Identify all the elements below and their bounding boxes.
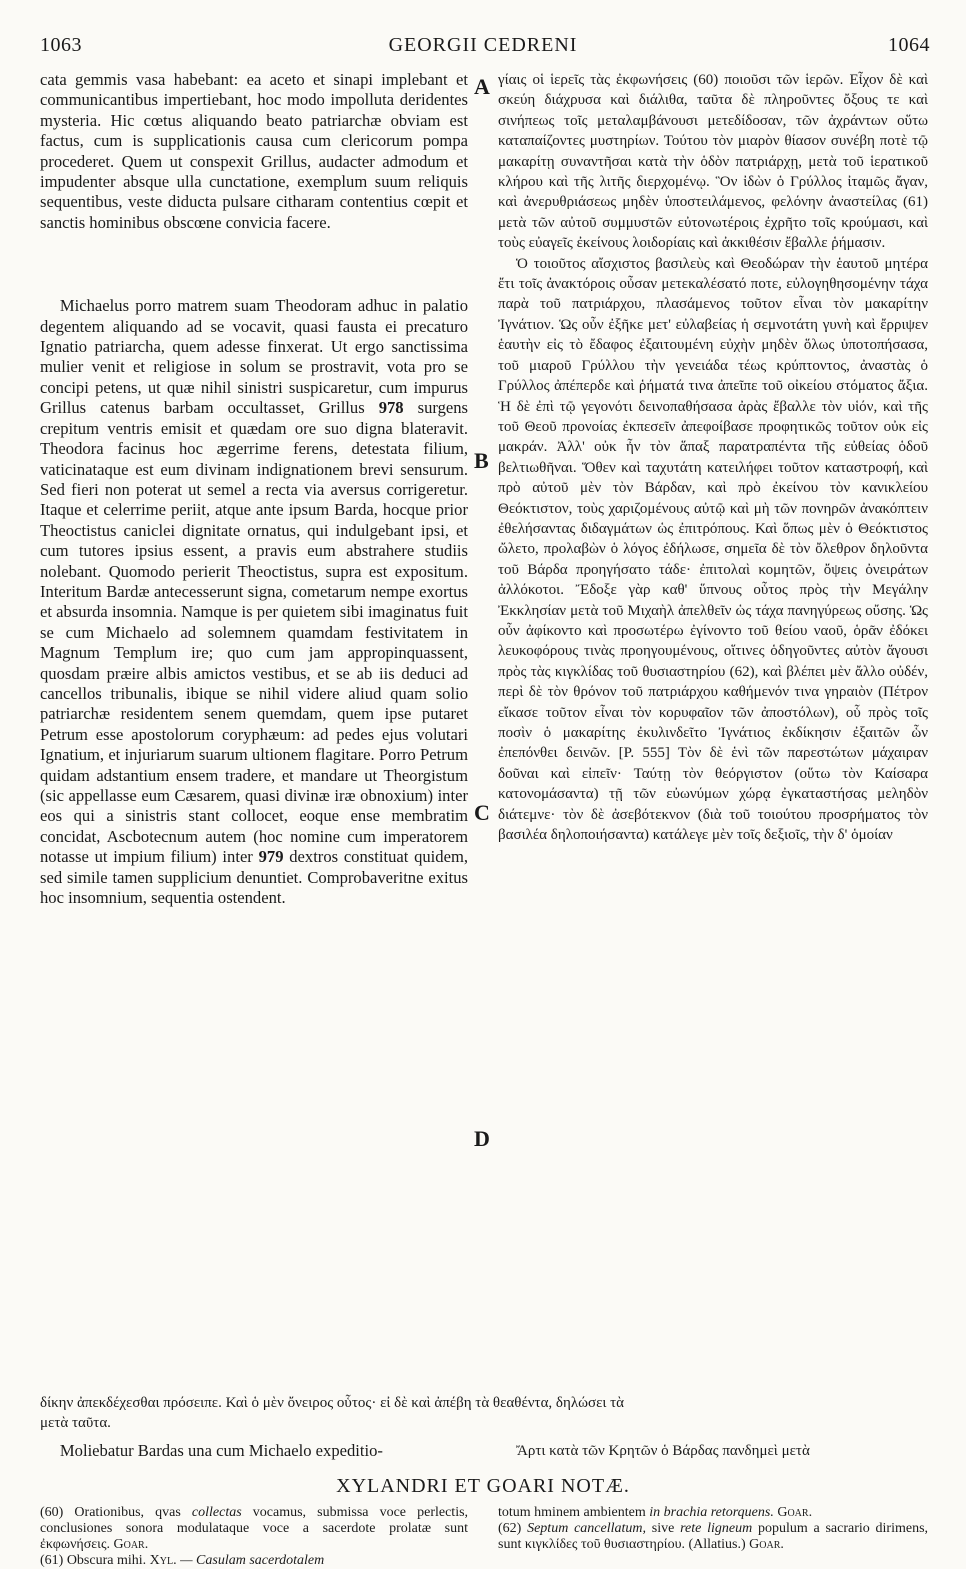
latin-paragraph-2-part-b: surgens crepitum ventris emisit et quædam ore suo digna blateravit. Theodora facinus hoc ægerrime ferens, detestata filium, vaticinataque est eum divinam indignationem brevi sensurum. Sed fieri non poterat ut semel a recta via aversus corrigeretur. Itaque et celerrime periit, atque ante ipsum Barda, hocque prior Theoctistus caniclei dignitate ornatus, qui indulgebant ipsi, et cum tutores ipsius essent, a pravis eum abstrahere studiis nolebant. Quomodo perierit Theoctistus, supra est expositum. Interitum Bardæ antecesserunt signa, cometarum nempe exortus et absurda insomnia. Namque is per quietem sibi imaginatus fuit se cum Michaelo ad solemnem quamdam festivitatem in Magnum Templum ire; quo cum jam appropinquassent, quosdam præire albis amictos vestibus, et se ab iis deduci ad cancellos tribunalis, ibique se nihil videre aliud quam solio patriarchæ residentem senem quemdam, quem ipse putaret Petrum esse apostolorum coryphæum: ad pedes ejus volutari Ignatium, et injuriarum suarum ultionem flagitare. Porro Petrum quidam adstantium ensem tradere, et mandare ut Theorgistum (sic appellasse eum Cæsarem, quasi divinæ iræ obnoxium) inter eos qui a sinistris stant collocet, eoque ense membratim concidat, Ascbotecnum autem (hoc nomine cum imperatorem notasse ut impium filium) inter: [40, 398, 469, 867]
column-number-979: 979: [258, 847, 284, 867]
note-60-italic: collectas: [191, 1505, 242, 1520]
note-62: [498, 1521, 928, 1553]
greek-paragraph-1: γίαις οἱ ἱερεῖς τὰς ἐκφωνήσεις (60) ποιοῦσι τῶν ἱερῶν. Εἶχον δὲ καὶ σκεύη διάχρυσα καὶ διάλιθα, ταῦτα δὲ πληροῦντες ὄξους τε καὶ σινήπεως τοῖς μεταλαμβάνουσι μετεδίδοσαν, τῶν ἀχράντων οὕτω καταπαίζοντες μυστηρίων. Τούτου τὸν μιαρὸν θίασον συνέβη ποτὲ τῷ μακαρίτῃ συναντῆσαι κατὰ τὴν ὁδὸν πατριάρχῃ, μετὰ τοῦ ἱερατικοῦ κλήρου καὶ τῆς λιτῆς διερχομένῳ. Ὃν ἰδὼν ὁ Γρύλλος ἰταμῶς ἄγαν, καὶ ἀνερυθριάσεως μηδὲν ὑποστειλάμενος, φελόνην ἀναστείλας (61) μετὰ τῶν αὐτοῦ συμμυστῶν εὐτονωτέροις ἐχρῆτο τοῖς κρούμασι, καὶ τοὺς εὐαγεῖς ἐκείνους λοιδορίαις καὶ ἀκκιθέσιν ἔβαλλε ῥήμασιν.: [498, 72, 928, 252]
margin-letter-c: C: [474, 800, 490, 825]
note-61-cont-text: totum hminem ambientem: [498, 1505, 646, 1520]
latin-paragraph-1: cata gemmis vasa habebant: ea aceto et sinapi implebant et communicantibus impertiebant, hoc modo impolluta deridentes mysteria. Hic cœtus aliquando beato patriarchæ obviam est factus, cum is supplicationis causa cum clericorum pompa procederet. Quem ut conspexit Grillus, audacter admodum et impudenter absque ulla cunctatione, exemplum suum reliquis sequentibus, veste diducta pulsare citharam contentius cœpit et sanctis hominibus obscœne convicia facere.: [40, 70, 468, 232]
greek-last-line: [498, 1441, 928, 1461]
latin-paragraph-2-part-a: Michaelus porro matrem suam Theodoram adhuc in palatio degentem aliquando ad se vocavit, quasi fausta ei precaturo Ignatio patriarcha, quem adesse finxerat. Ut ergo sanctissima mulier venit et religiose in solum se prostravit, vota pro se concipi petens, ut quæ nihil sinistri suspicaretur, cum impurus Grillus catenus barbam occultasset, Grillus: [40, 296, 468, 418]
running-title: GEORGII CEDRENI: [388, 34, 578, 56]
note-62-signature: Goar.: [749, 1537, 784, 1552]
latin-column: [40, 70, 468, 908]
spanning-line-part-2: μετὰ ταῦτα.: [40, 1415, 111, 1431]
notes-left-column: [40, 1505, 468, 1569]
note-61-cont-signature: Goar.: [777, 1505, 813, 1520]
latin-paragraph-3: Moliebatur Bardas una cum Michaelo expeditio-: [59, 1441, 383, 1460]
note-62-rest: populum a sacrario dirimens, sunt κιγκλίδες τοῦ θυσιαστηρίου. (Allatius.): [498, 1521, 929, 1552]
latin-paragraph-2: [40, 296, 468, 908]
margin-letter-d: D: [474, 1126, 490, 1151]
note-61-italic: — Casulam sacerdotalem: [180, 1553, 325, 1568]
note-61-continued: [498, 1505, 928, 1521]
latin-last-line: [40, 1441, 468, 1461]
left-page-number: 1063: [40, 34, 82, 56]
note-61-cont-italic: in brachia retorquens.: [649, 1505, 774, 1520]
note-62-number: (62): [498, 1521, 522, 1536]
right-page-number: 1064: [888, 34, 930, 56]
note-60: [40, 1505, 468, 1553]
note-62-italic-2: rete ligneum: [680, 1521, 753, 1536]
greek-paragraph-3: Ἄρτι κατὰ τῶν Κρητῶν ὁ Βάρδας πανδημεὶ μετὰ: [516, 1443, 810, 1459]
greek-column: [498, 70, 928, 845]
notes-title: XYLANDRI ET GOARI NOTÆ.: [336, 1475, 630, 1497]
column-number-978: 978: [378, 398, 404, 418]
greek-paragraph-2: Ὁ τοιοῦτος αἴσχιστος βασιλεὺς καὶ Θεοδώραν τὴν ἑαυτοῦ μητέρα ἔτι τοῖς ἀνακτόροις οὖσαν μετεκαλέσατό ποτε, εὐλογηθησομένην τάχα παρὰ τοῦ πατριάρχου, πλασάμενος τοῦτον εἶναι τὸν μακαρίτην Ἰγνάτιον. Ὡς οὖν ἐξῆκε μετ' εὐλαβείας ἡ σεμνοτάτη γυνὴ καὶ ἔρριψεν ἑαυτὴν εἰς τὸ ἔδαφος ἐξαιτουμένη εὐχὴν μηδὲν ὅλως ὑποτοπήσασα, τοῦ μιαροῦ Γρύλλου τὴν γενειάδα τέως κρύπτοντος, ἀναστὰς ὁ Γρύλλος ἀπέπερδε καὶ ῥήματά τινα ἀπεῖπε τοῦ οἰκείου στόματος ἄξια. Ἡ δὲ ἐπὶ τῷ γεγονότι δεινοπαθήσασα ἀρὰς ἔβαλλε τὸν υἱόν, καὶ τῆς τοῦ Θεοῦ προνοίας ἐκπεσεῖν ἀπεφοίβασε προφητικῶς τοῦτον οὐκ εἰς μακράν. Ἀλλ' οὐκ ἦν τὸν ἅπαξ παρατραπέντα τῆς εὐθείας ὁδοῦ βελτιωθῆναι. Ὅθεν καὶ ταχυτάτη κατειλήφει τοῦτον καταστροφή, καὶ πρὸ αὐτοῦ μὲν τὸν Βάρδαν, καὶ πρὸ ἐκείνου τὸν κανικλείου Θεόκτιστον, τοὺς χαριζομένους αὐτῷ καὶ μὴ τῶν πονηρῶν ἀνακόπτειν ἐθελήσαντας διδαγμάτων ὡς ἐπιτρόπους. Καὶ ὅπως μὲν ὁ Θεόκτιστος ὤλετο, προλαβὼν ὁ λόγος ἐδήλωσε, σημεῖα δὲ τὸν ὄλεθρον δηλοῦντα τοῦ Βάρδα προηγήσατο τάδε· ἐπιτολαὶ κομητῶν, ὄψεις ὀνειράτων ἀλλόκοτοι. Ἔδοξε γὰρ καθ' ὕπνους οὗτος πρὸς τὴν Μεγάλην Ἐκκλησίαν μετὰ τοῦ Μιχαὴλ ἀπελθεῖν ὡς τάχα πανηγύρεως οὔσης. Ὡς οὖν ἀφίκοντο καὶ προσωτέρω ἐγίνοντο τοῦ θείου ναοῦ, ὁρᾶν ἐδόκει λευκοφόρους τινὰς προηγουμένους, οἵτινες ὁδηγοῦντες αὐτὸν ἄγουσι πρὸς τὰς κιγκλίδας τοῦ θυσιαστηρίου (62), καὶ βλέπει μὲν ἄλλο οὐδέν, περὶ δὲ τὸν θρόνον τοῦ πατριάρχου καθήμενόν τινα γηραιὸν (Πέτρον εἴκασε τοῦτον εἶναι τὸν κορυφαῖον τῶν ἀποστόλων), οὗ πρὸς τοῖς ποσὶν ὁ μακαρίτης ἐκυλινδεῖτο Ἰγνάτιος ἐκδίκησιν ἐξαιτῶν ὧν ἐπεπόνθει δεινῶν. [P. 555] Τὸν δὲ ἑνὶ τῶν παρεστώτων μάχαιραν δοῦναι καὶ εἰπεῖν· Ταύτῃ τὸν θεόργιστον (οὕτω τὸν Καίσαρα κατονομάσαντα) τῇ τῶν εὐωνύμων χώρᾳ ἐγκαταστήσας μεληδὸν διάτεμνε· τὸν δὲ ἀσεβότεκνον (διὰ τοῦ τοιούτου προσρήματος τὸν βασιλέα δηλοποιήσαντα) κατάλεγε μὲν τοῖς δεξιοῖς, τὴν δ' ὁμοίαν: [498, 255, 928, 844]
note-60-rest: vocamus, submissa voce perlectis, conclusiones sonora modulataque voce a sacerdote prolatæ sunt ἐκφωνήσεις.: [40, 1505, 469, 1552]
note-61-signature: Xyl.: [149, 1553, 177, 1568]
spanning-line-part-1: δίκην ἀπεκδέχεσθαι πρόσειπε. Καὶ ὁ μὲν ὄνειρος οὗτος· εἰ δὲ καὶ ἀπέβη τὰ θεαθέντα, δηλώσει τὰ: [40, 1395, 625, 1411]
margin-letter-b: B: [474, 448, 489, 473]
margin-letter-a: A: [474, 74, 490, 99]
note-60-signature: Goar.: [113, 1537, 149, 1552]
spanning-greek-line: [40, 1393, 930, 1433]
notes-right-column: [498, 1505, 928, 1553]
note-62-mid: sive: [651, 1521, 675, 1536]
latin-gap: [40, 233, 468, 296]
note-60-text: (60) Orationibus, qvas: [40, 1505, 181, 1520]
note-61-text: (61) Obscura mihi.: [40, 1553, 147, 1568]
latin-paragraph-2-part-c: dextros constituat quidem, sed simile tamen supplicium denuntiet. Comprobaveritne exitus hoc insomnium, sequentia ostendent.: [40, 847, 469, 908]
note-61: [40, 1553, 468, 1569]
note-62-italic-1: Septum cancellatum,: [527, 1521, 646, 1536]
